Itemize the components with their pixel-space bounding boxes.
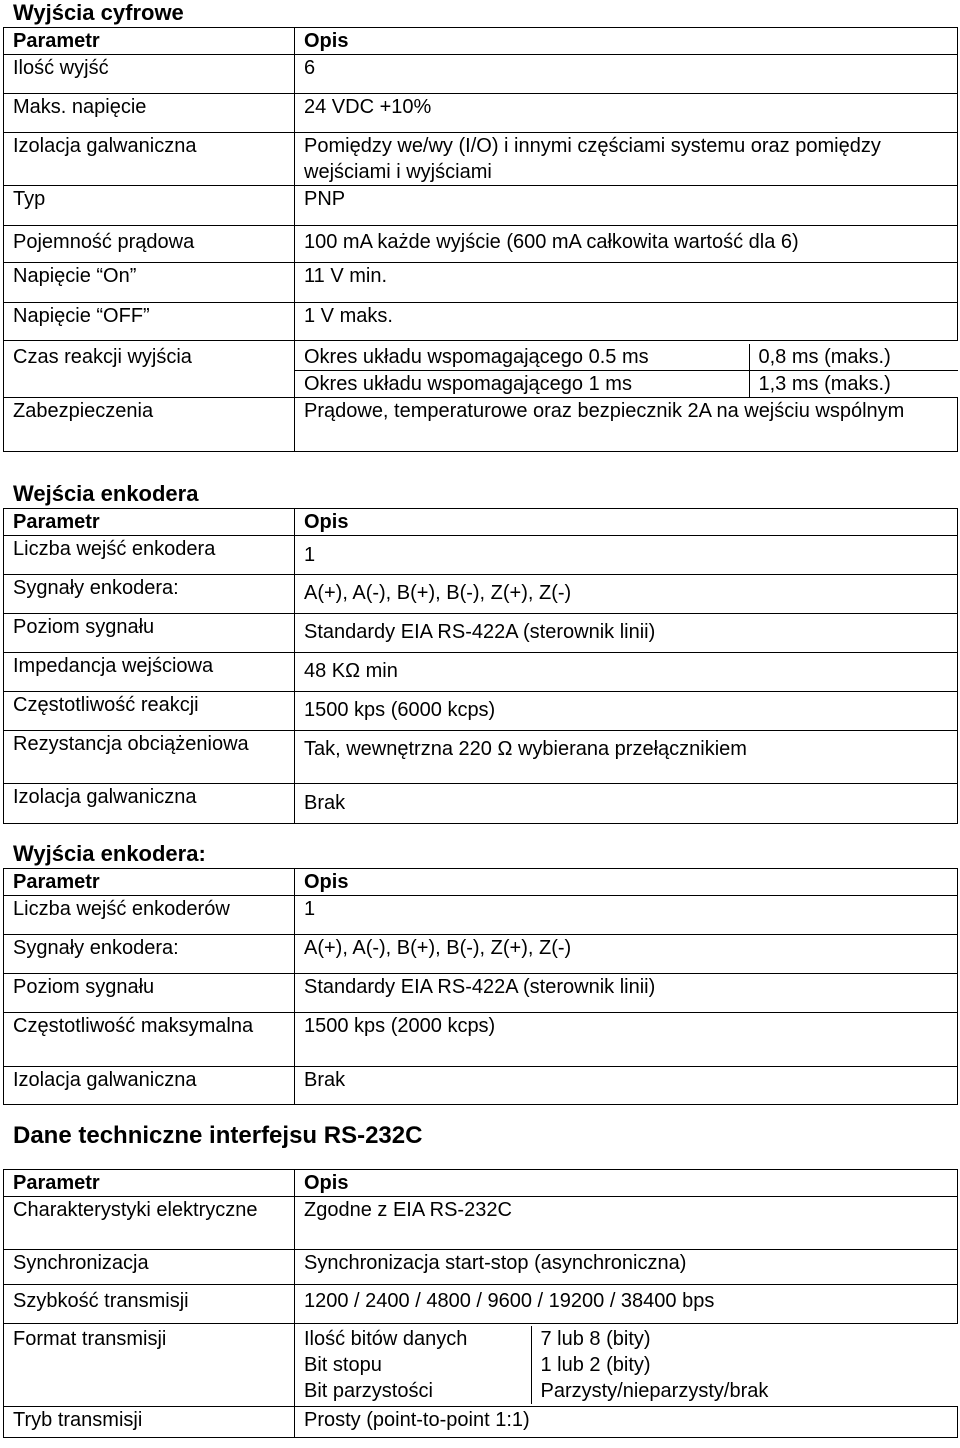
table-row bbox=[4, 935, 958, 974]
header-param: Parametr bbox=[4, 509, 295, 536]
table-row bbox=[4, 398, 958, 452]
table-row bbox=[4, 1067, 958, 1105]
table-row bbox=[4, 1250, 958, 1285]
table-row bbox=[4, 731, 958, 784]
header-desc: Opis bbox=[295, 869, 958, 896]
row-desc: Standardy EIA RS-422A (sterownik linii) bbox=[295, 614, 958, 653]
table-row bbox=[4, 303, 958, 341]
table-row bbox=[4, 226, 958, 263]
row-desc: Brak bbox=[295, 784, 958, 824]
header-desc: Opis bbox=[295, 28, 958, 55]
header-param: Parametr bbox=[4, 869, 295, 896]
row-desc: 100 mA każde wyjście (600 mA całkowita wartość dla 6) bbox=[295, 226, 958, 263]
digital-outputs-table bbox=[3, 27, 958, 452]
row-param: Sygnały enkodera: bbox=[4, 935, 295, 974]
header-desc: Opis bbox=[295, 1170, 958, 1197]
encoder-outputs-table bbox=[3, 868, 958, 1105]
table-header-row bbox=[4, 1170, 958, 1197]
row-param: Typ bbox=[4, 186, 295, 226]
row-param: Liczba wejść enkoderów bbox=[4, 896, 295, 935]
row-param: Napięcie “On” bbox=[4, 263, 295, 303]
reaction-cond: Okres układu wspomagającego 0.5 ms bbox=[295, 344, 749, 371]
row-desc: 1500 kps (2000 kcps) bbox=[295, 1013, 958, 1067]
header-desc: Opis bbox=[295, 509, 958, 536]
row-param: Izolacja galwaniczna bbox=[4, 784, 295, 824]
row-param: Poziom sygnału bbox=[4, 614, 295, 653]
table-row bbox=[4, 133, 958, 186]
row-desc: 1 V maks. bbox=[295, 303, 958, 341]
table-row bbox=[4, 1407, 958, 1438]
row-param: Format transmisji bbox=[4, 1324, 295, 1407]
row-param: Tryb transmisji bbox=[4, 1407, 295, 1438]
row-desc: 1500 kps (6000 kcps) bbox=[295, 692, 958, 731]
row-desc: 1 bbox=[295, 896, 958, 935]
row-desc: Zgodne z EIA RS-232C bbox=[295, 1197, 958, 1250]
row-desc: Pomiędzy we/wy (I/O) i innymi częściami systemu oraz pomiędzy wejściami i wyjściami bbox=[295, 133, 958, 186]
reaction-cond: Okres układu wspomagającego 1 ms bbox=[295, 371, 749, 398]
table-row bbox=[4, 1197, 958, 1250]
row-desc: Tak, wewnętrzna 220 Ω wybierana przełącznikiem bbox=[295, 731, 958, 784]
row-desc: Standardy EIA RS-422A (sterownik linii) bbox=[295, 974, 958, 1013]
row-desc: 1200 / 2400 / 4800 / 9600 / 19200 / 38400 bps bbox=[295, 1285, 958, 1324]
table-row bbox=[4, 1285, 958, 1324]
reaction-val: 1,3 ms (maks.) bbox=[749, 371, 958, 398]
row-desc: A(+), A(-), B(+), B(-), Z(+), Z(-) bbox=[295, 935, 958, 974]
row-param: Czas reakcji wyjścia bbox=[4, 341, 295, 398]
format-key: Ilość bitów danych bbox=[295, 1326, 531, 1352]
table-row bbox=[4, 653, 958, 692]
header-param: Parametr bbox=[4, 1170, 295, 1197]
row-param: Częstotliwość reakcji bbox=[4, 692, 295, 731]
row-param: Poziom sygnału bbox=[4, 974, 295, 1013]
row-param: Napięcie “OFF” bbox=[4, 303, 295, 341]
table-row-format bbox=[4, 1324, 958, 1407]
table-row-reaction bbox=[4, 341, 958, 398]
row-desc: Prądowe, temperaturowe oraz bezpiecznik 2A na wejściu wspólnym bbox=[295, 398, 958, 452]
row-desc: 24 VDC +10% bbox=[295, 94, 958, 133]
section-title-rs232: Dane techniczne interfejsu RS-232C bbox=[13, 1122, 423, 1149]
row-param: Liczba wejść enkodera bbox=[4, 536, 295, 575]
table-row bbox=[4, 186, 958, 226]
row-param: Izolacja galwaniczna bbox=[4, 133, 295, 186]
format-val: Parzysty/nieparzysty/brak bbox=[540, 1380, 769, 1402]
row-param: Szybkość transmisji bbox=[4, 1285, 295, 1324]
section-title-encoder-outputs: Wyjścia enkodera: bbox=[13, 841, 206, 866]
row-desc: 11 V min. bbox=[295, 263, 958, 303]
section-title-digital-outputs: Wyjścia cyfrowe bbox=[13, 0, 184, 25]
format-val: 1 lub 2 (bity) bbox=[540, 1354, 651, 1376]
row-param: Pojemność prądowa bbox=[4, 226, 295, 263]
table-row bbox=[4, 692, 958, 731]
table-row bbox=[4, 1013, 958, 1067]
row-param: Rezystancja obciążeniowa bbox=[4, 731, 295, 784]
row-desc: 1 bbox=[295, 536, 958, 575]
table-row bbox=[4, 575, 958, 614]
row-desc: PNP bbox=[295, 186, 958, 226]
section-title-encoder-inputs: Wejścia enkodera bbox=[13, 481, 199, 506]
encoder-inputs-table bbox=[3, 508, 958, 824]
row-desc: A(+), A(-), B(+), B(-), Z(+), Z(-) bbox=[295, 575, 958, 614]
row-param: Zabezpieczenia bbox=[4, 398, 295, 452]
table-row bbox=[4, 536, 958, 575]
row-param: Częstotliwość maksymalna bbox=[4, 1013, 295, 1067]
table-header-row bbox=[4, 869, 958, 896]
row-desc: Prosty (point-to-point 1:1) bbox=[295, 1407, 958, 1438]
row-desc: Brak bbox=[295, 1067, 958, 1105]
table-row bbox=[4, 614, 958, 653]
table-row bbox=[4, 784, 958, 824]
rs232-table bbox=[3, 1169, 958, 1438]
reaction-subtable bbox=[295, 344, 958, 397]
table-row bbox=[4, 263, 958, 303]
header-param: Parametr bbox=[4, 28, 295, 55]
format-subtable bbox=[295, 1326, 958, 1404]
format-key: Bit parzystości bbox=[295, 1378, 531, 1404]
table-row bbox=[4, 94, 958, 133]
row-param: Sygnały enkodera: bbox=[4, 575, 295, 614]
table-row bbox=[4, 896, 958, 935]
format-key: Bit stopu bbox=[295, 1352, 531, 1378]
row-param: Maks. napięcie bbox=[4, 94, 295, 133]
row-desc: 48 KΩ min bbox=[295, 653, 958, 692]
row-desc: 6 bbox=[295, 55, 958, 94]
reaction-val: 0,8 ms (maks.) bbox=[758, 346, 891, 368]
row-param: Charakterystyki elektryczne bbox=[4, 1197, 295, 1250]
table-row bbox=[4, 55, 958, 94]
row-param: Izolacja galwaniczna bbox=[4, 1067, 295, 1105]
format-val: 7 lub 8 (bity) bbox=[540, 1328, 651, 1350]
row-param: Impedancja wejściowa bbox=[4, 653, 295, 692]
row-param: Ilość wyjść bbox=[4, 55, 295, 94]
row-desc: Synchronizacja start-stop (asynchroniczna) bbox=[295, 1250, 958, 1285]
table-header-row bbox=[4, 509, 958, 536]
row-param: Synchronizacja bbox=[4, 1250, 295, 1285]
table-row bbox=[4, 974, 958, 1013]
table-header-row bbox=[4, 28, 958, 55]
